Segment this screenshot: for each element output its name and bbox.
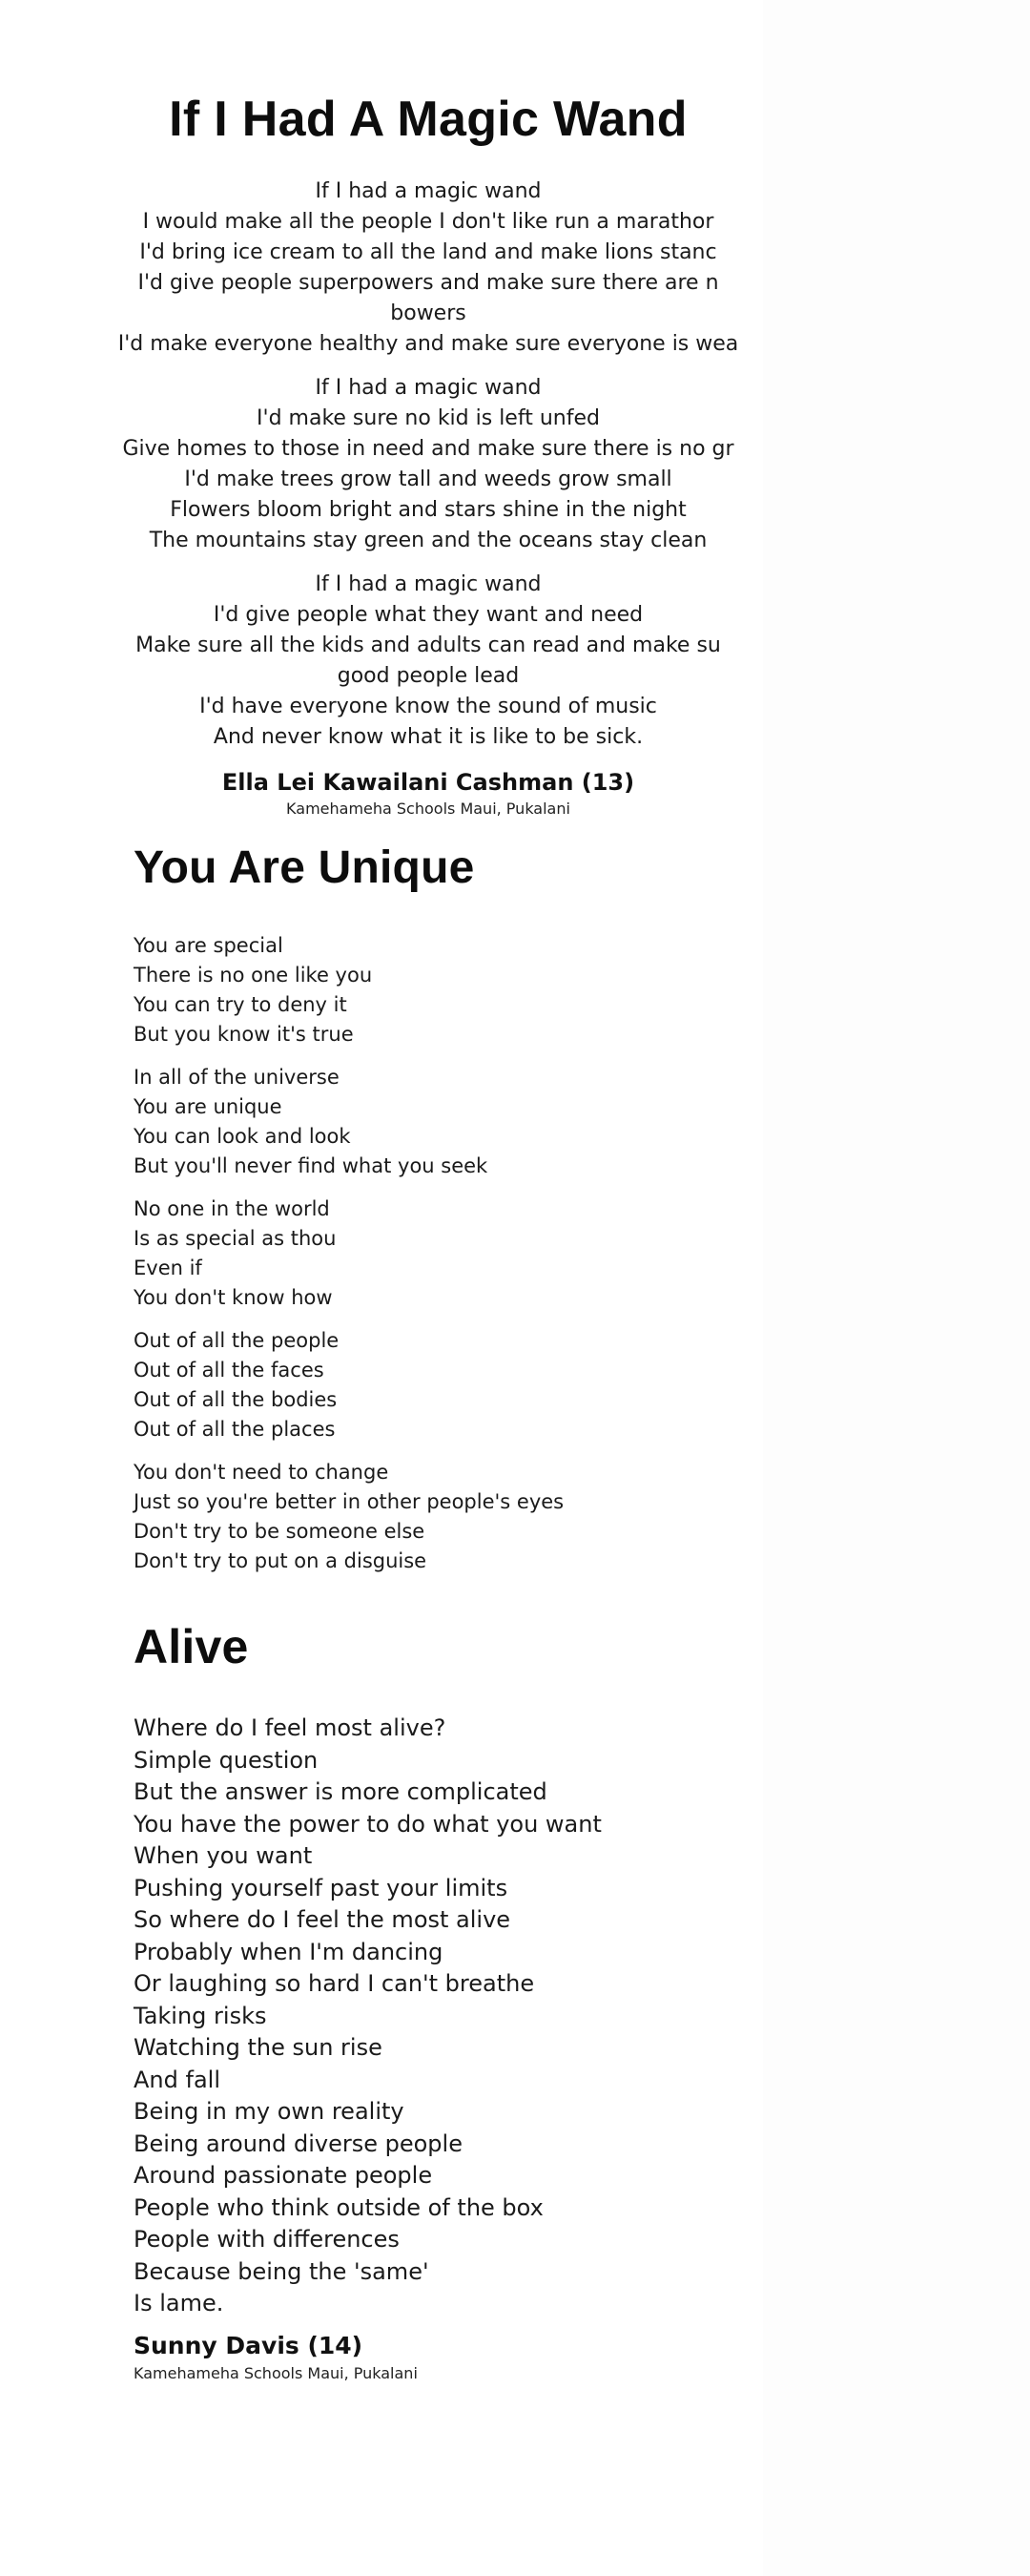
poem-line: bowers	[390, 301, 466, 325]
poem-line: Out of all the places	[134, 1418, 336, 1441]
poem-title: Alive	[134, 1620, 249, 1673]
poem-you-are-unique	[134, 840, 782, 1589]
poem-line: Probably when I'm dancing	[134, 1938, 443, 1965]
poem-line: Out of all the faces	[134, 1359, 324, 1381]
author-school: Kamehameha Schools Maui, Pukalani	[286, 800, 570, 818]
poem-line: Because being the 'same'	[134, 2257, 429, 2285]
poem-line: There is no one like you	[134, 964, 373, 987]
poem-line: So where do I feel the most alive	[134, 1906, 511, 1933]
poem-line: Or laughing so hard I can't breathe	[134, 1970, 535, 1997]
poem-line: I'd give people superpowers and make sure there are n	[137, 271, 719, 295]
poem-line: You are unique	[134, 1095, 282, 1118]
poem-line: Is as special as thou	[134, 1227, 337, 1250]
poem-line: But you know it's true	[134, 1023, 354, 1046]
poem-line: I'd make sure no kid is left unfed	[257, 406, 600, 430]
poem-line: Make sure all the kids and adults can read and make su	[135, 634, 721, 657]
poem-line: Simple question	[134, 1746, 319, 1774]
stanza	[86, 570, 771, 753]
page-margin	[763, 0, 1030, 2576]
poem-alive	[134, 1617, 782, 2385]
poem-line: Out of all the bodies	[134, 1388, 338, 1411]
poem-line: And never know what it is like to be sick.	[213, 725, 644, 749]
poem-line: You are special	[134, 934, 283, 957]
poem-line: When you want	[134, 1842, 313, 1869]
poem-line: People with differences	[134, 2226, 400, 2253]
poem-line: You can look and look	[134, 1125, 351, 1148]
poem-line: Don't try to put on a disguise	[134, 1549, 427, 1572]
poem-line: Taking risks	[134, 2002, 267, 2029]
poem-line: Is lame.	[134, 2290, 224, 2316]
poem-line: If I had a magic wand	[315, 572, 542, 596]
poem-line: Flowers bloom bright and stars shine in the night	[170, 498, 687, 522]
poem-line: People who think outside of the box	[134, 2193, 544, 2221]
poem-line: Where do I feel most alive?	[134, 1714, 446, 1741]
poem-title: If I Had A Magic Wand	[169, 92, 688, 147]
poem-line: In all of the universe	[134, 1066, 340, 1089]
poem-line: I'd make trees grow tall and weeds grow small	[184, 467, 672, 491]
poem-line: Around passionate people	[134, 2162, 433, 2189]
poem-line: Even if	[134, 1257, 202, 1279]
stanza	[86, 177, 771, 360]
poem-line: I'd have everyone know the sound of music	[199, 695, 657, 718]
stanza	[134, 931, 782, 1049]
poem-line: good people lead	[337, 664, 520, 688]
poem-line: You don't need to change	[134, 1461, 389, 1484]
poem-line: You can try to deny it	[134, 993, 347, 1016]
poem-line: The mountains stay green and the oceans stay clean	[149, 529, 708, 552]
author-name: Ella Lei Kawailani Cashman (13)	[221, 769, 635, 796]
stanza	[134, 1713, 782, 2320]
poem-line: I'd give people what they want and need	[213, 603, 644, 627]
poem-line: If I had a magic wand	[315, 376, 542, 400]
author-school: Kamehameha Schools Maui, Pukalani	[134, 2363, 418, 2382]
poem-magic-wand	[86, 91, 771, 820]
poem-line: Don't try to be someone else	[134, 1520, 425, 1543]
poem-line: But you'll never find what you seek	[134, 1154, 488, 1177]
poem-line: Watching the sun rise	[134, 2034, 382, 2061]
stanza	[134, 1326, 782, 1444]
stanza	[86, 373, 771, 556]
poem-line: But the answer is more complicated	[134, 1778, 547, 1805]
stanza	[134, 1195, 782, 1313]
poem-line: I'd make everyone healthy and make sure everyone is wea	[117, 332, 739, 356]
poem-line: Out of all the people	[134, 1329, 340, 1352]
poem-line: If I had a magic wand	[315, 179, 542, 203]
poem-line: Being around diverse people	[134, 2129, 463, 2157]
poem-line: Pushing yourself past your limits	[134, 1874, 508, 1901]
poem-line: You have the power to do what you want	[134, 1810, 602, 1838]
poem-line: No one in the world	[134, 1197, 330, 1220]
stanza	[134, 1063, 782, 1181]
author-name: Sunny Davis (14)	[134, 2331, 363, 2359]
poem-title: You Are Unique	[134, 842, 475, 893]
poem-line: And fall	[134, 2066, 220, 2093]
poem-line: Give homes to those in need and make sure there is no gr	[122, 437, 734, 461]
stanza	[134, 1458, 782, 1576]
poem-line: I would make all the people I don't like run a marathor	[142, 210, 714, 234]
poem-line: You don't know how	[134, 1286, 333, 1309]
poem-line: Just so you're better in other people's eyes	[134, 1490, 565, 1513]
poem-line: I'd bring ice cream to all the land and make lions stanc	[139, 240, 717, 264]
poem-line: Being in my own reality	[134, 2098, 404, 2125]
